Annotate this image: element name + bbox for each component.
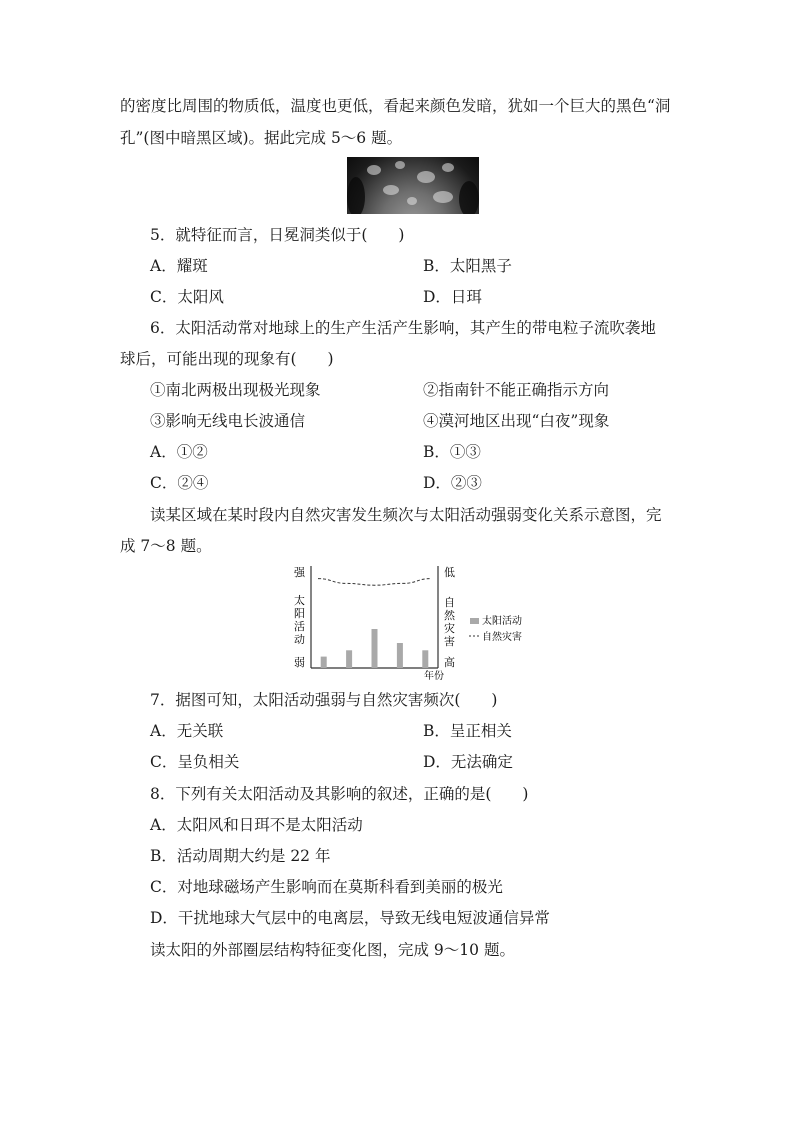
q6-stem-1: 6．太阳活动常对地球上的生产生活产生影响，其产生的带电粒子流吹袭地 [150,319,656,337]
bar-solar-activity-4 [397,643,403,668]
left-axis-top-label: 强 [294,566,305,579]
q6-item-2: ②指南针不能正确指示方向 [423,381,610,399]
intro-line-2: 孔”(图中暗黑区域)。据此完成 5～6 题。 [120,129,403,147]
q7-option-b: B．呈正相关 [423,722,512,740]
bar-solar-activity-1 [321,657,327,668]
solar-activity-disaster-chart [290,562,550,682]
intro2-line-1: 读某区域在某时段内自然灾害发生频次与太阳活动强弱变化关系示意图，完 [150,506,662,524]
q5-option-b: B．太阳黑子 [423,257,512,275]
q6-option-a: A．①② [150,443,208,461]
bar-solar-activity-3 [372,629,378,668]
intro2-line-2: 成 7～8 题。 [120,537,212,555]
right-axis-title-1: 自 [444,596,455,609]
right-axis-title-3: 灾 [444,622,455,635]
q8-option-d: D．干扰地球大气层中的电离层，导致无线电短波通信异常 [150,909,550,927]
left-axis-title-1: 太 [294,594,305,607]
left-axis-bottom-label: 弱 [294,656,305,669]
q5-option-c: C．太阳风 [150,288,224,306]
q5-stem: 5．就特征而言，日冕洞类似于( ) [150,226,405,244]
legend-bar-swatch [470,618,479,624]
q6-item-1: ①南北两极出现极光现象 [150,381,321,399]
bar-solar-activity-2 [346,650,352,668]
right-axis-top-label: 低 [444,566,455,579]
q6-item-4: ④漠河地区出现“白夜”现象 [423,412,610,430]
right-axis-bottom-label: 高 [444,656,455,669]
q6-item-3: ③影响无线电长波通信 [150,412,306,430]
q8-option-c: C．对地球磁场产生影响而在莫斯科看到美丽的极光 [150,878,503,896]
q6-option-c: C．②④ [150,474,209,492]
legend-line-label: 自然灾害 [482,632,522,643]
q8-stem: 8．下列有关太阳活动及其影响的叙述，正确的是( ) [150,785,529,803]
q5-option-d: D．日珥 [423,288,482,306]
legend [469,614,522,643]
intro-line-1: 的密度比周围的物质低，温度也更低，看起来颜色发暗，犹如一个巨大的黑色“洞 [120,97,671,115]
left-axis-title-4: 动 [294,633,305,646]
left-axis-labels [294,566,306,669]
series-line-natural-disaster [318,579,431,586]
left-axis-title-2: 阳 [294,607,305,620]
q7-option-d: D．无法确定 [423,753,513,771]
q6-option-b: B．①③ [423,443,481,461]
right-axis-title-4: 害 [444,635,455,648]
x-axis-label: 年份 [424,671,444,682]
bar-solar-activity-5 [422,650,428,668]
left-axis-title-3: 活 [294,620,305,633]
q8-option-b: B．活动周期大约是 22 年 [150,847,331,865]
right-axis-labels [444,566,456,669]
bars-group [321,629,429,668]
coronal-hole-photo [347,157,479,214]
q7-option-a: A．无关联 [150,722,224,740]
q8-option-a: A．太阳风和日珥不是太阳活动 [150,816,363,834]
right-axis-title-2: 然 [444,609,455,622]
q7-stem: 7．据图可知，太阳活动强弱与自然灾害频次( ) [150,691,498,709]
q5-option-a: A．耀斑 [150,257,208,275]
intro3-line-1: 读太阳的外部圈层结构特征变化图，完成 9～10 题。 [150,941,515,959]
q6-option-d: D．②③ [423,474,482,492]
q7-option-c: C．呈负相关 [150,753,240,771]
q6-stem-2: 球后，可能出现的现象有( ) [120,350,334,368]
legend-bar-label: 太阳活动 [482,616,522,627]
